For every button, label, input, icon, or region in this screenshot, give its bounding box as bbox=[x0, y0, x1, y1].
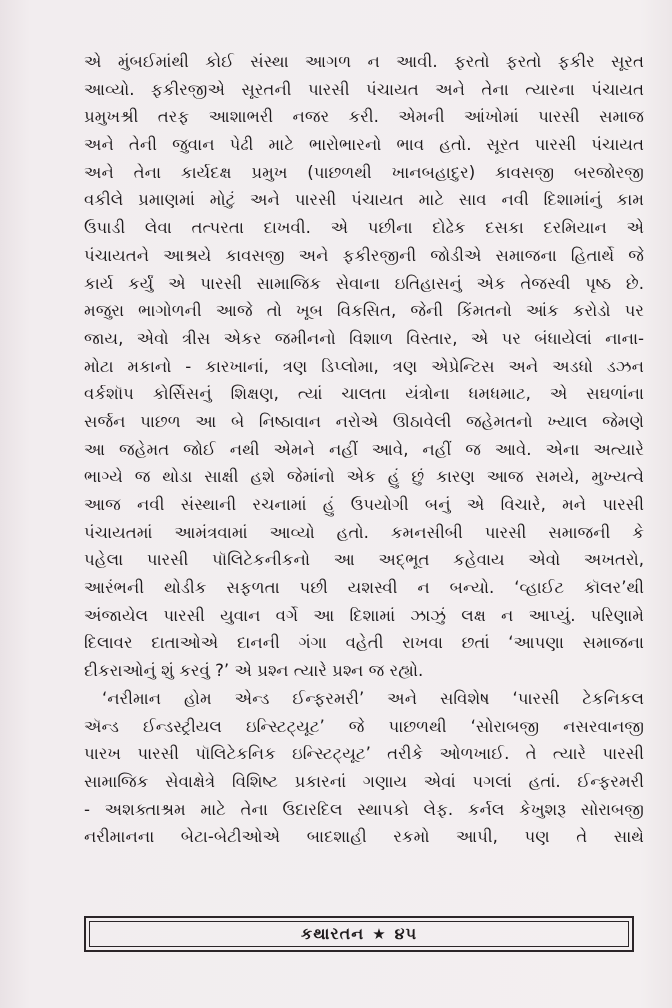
text-line: પંચાયતમાં આમંત્રવામાં આવ્યો હતો. કમનસીબી પારસી સમાજની કે bbox=[84, 522, 644, 542]
book-title: કથારતન bbox=[300, 924, 365, 943]
text-line: અંજાયેલ પારસી યુવાન વર્ગે આ દિશામાં ઝાઝું લક્ષ ન આપ્યું. પરિણામે bbox=[84, 605, 644, 625]
text-line: કાર્ય કર્યું એ પારસી સામાજિક સેવાના ઇતિહાસનું એક તેજસ્વી પૃષ્ઠ છે. bbox=[84, 273, 644, 293]
text-line: આજ નવી સંસ્થાની રચનામાં હું ઉપયોગી બનું એ વિચારે, મને પારસી bbox=[84, 495, 644, 514]
text-line: ‘નરીમાન હોમ એન્ડ ઈન્ફરમરી’ અને સવિશેષ ‘પારસી ટેકનિકલ bbox=[102, 688, 644, 708]
star-icon: ★ bbox=[372, 925, 387, 943]
text-line: નરીમાનના બેટા-બેટીઓએ બાદશાહી રકમો આપી, પણ તે સાથે bbox=[84, 827, 644, 847]
page-footer bbox=[84, 916, 634, 952]
text-line: વકીલે પ્રમાણમાં મોટું અને પારસી પંચાયત માટે સાવ નવી દિશામાંનું કામ bbox=[84, 190, 644, 210]
text-line: દીકરાઓનું શું કરવું ?’ એ પ્રશ્ન ત્યારે પ્રશ્ન જ રહ્યો. bbox=[84, 661, 424, 681]
page-number: ૪૫ bbox=[394, 924, 418, 943]
text-line: દિલાવર દાતાઓએ દાનની ગંગા વહેતી રાખવા છતાં ‘આપણા સમાજના bbox=[84, 633, 644, 653]
text-line: પંચાયતને આશ્રયે કાવસજી અને ફકીરજીની જોડીએ સમાજના હિતાર્થે જે bbox=[84, 245, 644, 265]
text-line: પહેલા પારસી પૉલિટેકનીકનો આ અદ્ભૂત કહેવાય એવો અખતરો, bbox=[84, 550, 644, 570]
text-line: એ મુંબઈમાંથી કોઈ સંસ્થા આગળ ન આવી. ફરતો ફરતો ફકીર સૂરત bbox=[84, 52, 644, 71]
text-line: સર્જન પાછળ આ બે નિષ્ઠાવાન નરોએ ઊઠાવેલી જહેમતનો ખ્યાલ જેમણે bbox=[84, 411, 644, 431]
text-line: સામાજિક સેવાક્ષેત્રે વિશિષ્ટ પ્રકારનાં ગણાય એવાં પગલાં હતાં. ઈન્ફરમરી bbox=[84, 771, 644, 791]
text-line: ઉપાડી લેવા તત્પરતા દાખવી. એ પછીના દોઢેક દસકા દરમિયાન એ bbox=[84, 218, 644, 238]
text-line: પારખ પારસી પૉલિટેકનિક ઇન્સ્ટિટ્યૂટ’ તરીકે ઓળખાઈ. તે ત્યારે પારસી bbox=[84, 744, 644, 764]
text-line: આ જહેમત જોઈ નથી એમને નહીં આવે, નહીં જ આવે. એના અત્યારે bbox=[84, 439, 644, 459]
text-line: - અશક્તાશ્રમ માટે તેના ઉદારદિલ સ્થાપકો લેફ. કર્નલ કેખુશરૂ સોરાબજી bbox=[84, 799, 644, 819]
text-line: ભાગ્યે જ થોડા સાક્ષી હશે જેમાંનો એક હું છું કારણ આજ સમયે, મુખ્યત્વે bbox=[84, 467, 644, 487]
text-line: અને તેની જુવાન પેઢી માટે ભારોભારનો ભાવ હતો. સૂરત પારસી પંચાયત bbox=[84, 135, 644, 155]
text-line: વર્કશૉપ કોર્સિસનું શિક્ષણ, ત્યાં ચાલતા યંત્રોના ધમધમાટ, એ સઘળાંના bbox=[84, 384, 644, 404]
text-line: ઍન્ડ ઈન્ડસ્ટ્રીયલ ઇન્સ્ટિટ્યૂટ’ જે પાછળથી ‘સોરાબજી નસરવાનજી bbox=[84, 716, 644, 736]
text-line: આવ્યો. ફકીરજીએ સૂરતની પારસી પંચાયત અને તેના ત્યારના પંચાયત bbox=[84, 79, 644, 99]
text-line: પ્રમુખશ્રી તરફ આશાભરી નજર કરી. એમની આંખોમાં પારસી સમાજ bbox=[84, 107, 644, 127]
text-line: આરંભની થોડીક સફળતા પછી યશસ્વી ન બન્યો. ‘વ્હાઈટ કૉલર’થી bbox=[84, 578, 644, 598]
text-line: અને તેના કાર્યદક્ષ પ્રમુખ (પાછળથી ખાનબહાદુર) કાવસજી બરજોરજી bbox=[84, 162, 644, 182]
text-line: જાય, એવો ત્રીસ એકર જમીનનો વિશાળ વિસ્તાર, એ પર બંધાયેલાં નાના- bbox=[84, 328, 644, 348]
text-line: મોટા મકાનો - કારખાનાં, ત્રણ ડિપ્લોમા, ત્રણ એપ્રેન્ટિસ અને અડધો ડઝન bbox=[84, 356, 644, 376]
text-line: મજુરા ભાગોળની આજે તો ખૂબ વિકસિત, જેની કિંમતનો આંક કરોડો પર bbox=[84, 301, 644, 321]
body-text bbox=[84, 48, 644, 851]
